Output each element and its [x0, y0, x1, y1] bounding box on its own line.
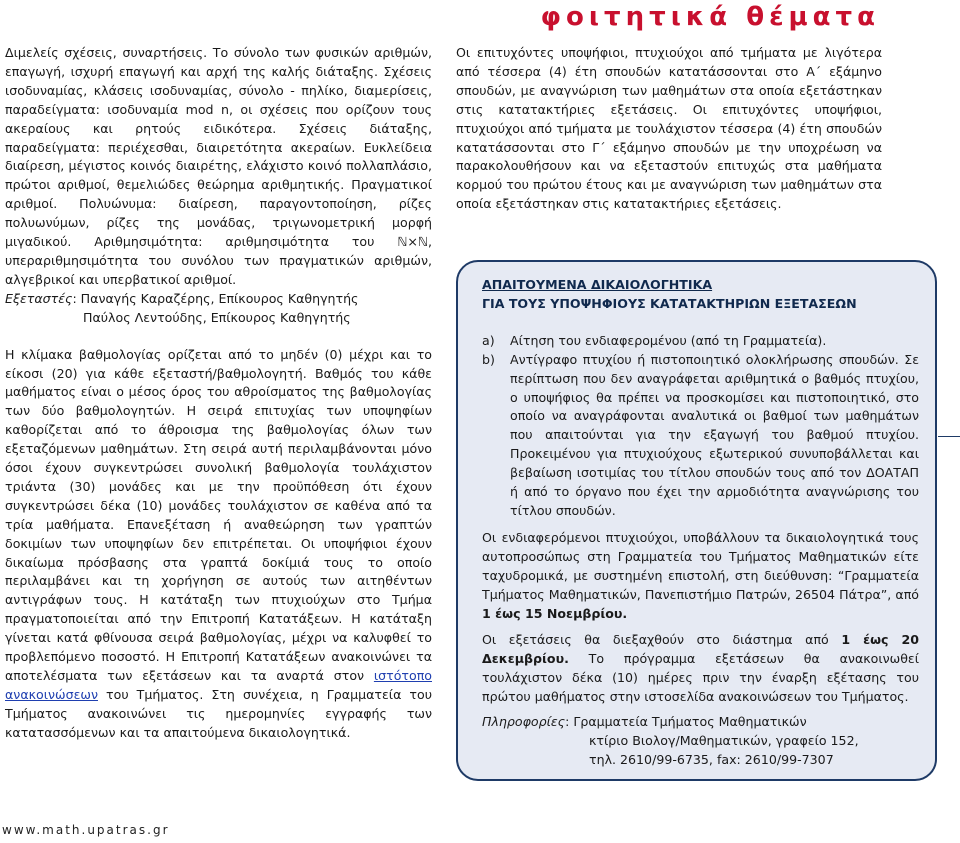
exam-dates: 1 έως 20 Δεκεμβρίου.	[482, 632, 919, 667]
requirements-title: ΑΠΑΙΤΟΥΜΕΝΑ ΔΙΚΑΙΟΛΟΓΗΤΙΚΑ	[482, 277, 713, 292]
examiner-1: : Παναγής Καραζέρης, Επίκουρος Καθηγητής	[72, 290, 359, 306]
info-line-2: κτίριο Βιολογ/Μαθηματικών, γραφείο 152,	[589, 732, 859, 748]
spacer	[482, 314, 919, 332]
syllabus-text: Διμελείς σχέσεις, συναρτήσεις. Το σύνολο των φυσικών αριθμών, επαγωγή, ισχυρή επαγωγή και αρχή της καλής διάταξης. Σχέσεις ισοδυναμίας, κλάσεις ισοδυναμίας, σύνολο - πηλίκο, διαμερίσεις, παραδείγματα: ισοδυναμία mod n, οι σχέσεις που ορίζουν τους ακεραίους και ρητούς ειδικότερα. Σχέσεις διάταξης, παραδείγματα: περιέχεσθαι, διαιρετότητα ακεραίων. Ευκλείδεια διαίρεση, μέγιστος κοινός διαιρέτης, ελάχιστο κοινό πολλαπλάσιο, πρώτοι αριθμοί, θεμελιώδες θεώρημα αριθμητικής. Πραγματικοί αριθμοί. Πολυώνυμα: διαίρεση, παραγοντοποίηση, ρίζες πολυωνύμων, ρίζες της μονάδας, τριγωνομετρική μορφή μιγαδικού. Αριθμησιμότητα: αριθμησιμότητα του ℕ×ℕ, υπεραριθμησιμότητα του συνόλου των πραγματικών αριθμών, αλγεβρικοί και υπερβατικοί αριθμοί.	[5, 45, 432, 287]
grading-body: Η κλίμακα βαθμολογίας ορίζεται από το μηδέν (0) μέχρι και το είκοσι (20) για κάθε εξεταστή/βαθμολογητή. Βαθμός του κάθε μαθήματος είναι ο μέσος όρος του αθροίσματος της βαθμολογίας των δύο βαθμολογητών. Η σειρά επιτυχίας των υποψηφίων καθορίζεται από το άθροισμα της βαθμολογίας όλων των εξεταζόμενων μαθημάτων. Στη σειρά αυτή περιλαμβάνονται μόνο όσοι έχουν συγκεντρώσει συνολική βαθμολογία τουλάχιστον τριάντα (30) μονάδες και με την προϋπόθεση ότι έχουν συγκεντρώσει δέκα (10) μονάδες τουλάχιστον σε καθένα από τα τρία μαθήματα. Επανεξέταση ή αναθεώρηση των γραπτών δοκιμίων των υποψηφίων δεν επιτρέπεται. Οι υποψήφιοι έχουν δικαίωμα πρόσβασης στα γραπτά δοκίμιά τους το οποίο περιλαμβάνει και τη χορήγηση σε αυτούς των αιτηθέντων αντιγράφων τους. Η κατάταξη των πτυχιούχων στο Τμήμα πραγματοποιείται από την Επιτροπή Κατατάξεων. Η κατάταξη γίνεται κατά φθίνουσα σειρά βαθμολογίας, μέχρι να καλυφθεί το προβλεπόμενο ποσοστό. Η Επιτροπή Κατατάξεων ανακοινώνει τα αποτελέσματα των εξετάσεων και τα αναρτά στον	[5, 346, 432, 683]
exam-post: Το πρόγραμμα εξετάσεων θα ανακοινωθεί τουλάχιστον δέκα (10) ημέρες πριν την έναρξη εξέτασης του πρώτου μαθήματος στην ιστοσελίδα ανακοινώσεων του Τμήματος.	[482, 651, 919, 705]
spacer	[482, 623, 919, 631]
grading-tail: του Τμήματος. Στη συνέχεια, η Γραμματεία του Τμήματος ανακοινώνει τις ημερομηνίες εγγραφής των κατατασσόμενων και τα απαιτούμενα δικαιολογητικά.	[5, 686, 432, 740]
intro-text: Οι επιτυχόντες υποψήφιοι, πτυχιούχοι από τμήματα με λιγότερα από τέσσερα (4) έτη σπουδών κατατάσσονται στο Α΄ εξάμηνο σπουδών, με αναγνώριση των μαθημάτων στα οποία εξετάστηκαν στις κατατακτήριες εξετάσεις. Οι επιτυχόντες υποψήφιοι, πτυχιούχοι από τμήματα με τουλάχιστον τέσσερα (4) έτη σπουδών κατατάσσονται στο Γ΄ εξάμηνο σπουδών με την υποχρέωση να παρακολουθήσουν και να εξεταστούν επιτυχώς στα μαθήματα κορμού του πρώτου έτους και με αναγνώριση των μαθημάτων στα οποία εξετάστηκαν στις κατατακτήριες εξετάσεις.	[456, 45, 882, 212]
info-line-1: : Γραμματεία Τμήματος Μαθηματικών	[565, 714, 807, 730]
requirements-box	[456, 260, 937, 781]
requirements-content	[482, 276, 919, 770]
footer-url: www.math.upatras.gr	[2, 823, 170, 837]
list-item	[482, 332, 919, 351]
grading-text	[5, 346, 432, 743]
submission-text	[482, 529, 919, 624]
list-text: Αίτηση του ενδιαφερομένου (από τη Γραμματεία).	[510, 332, 827, 348]
exam-pre: Οι εξετάσεις θα διεξαχθούν στο διάστημα από	[482, 632, 842, 648]
requirements-subtitle: ΓΙΑ ΤΟΥΣ ΥΠΟΨΗΦΙΟΥΣ ΚΑΤΑΤΑΚΤΗΡΙΩΝ ΕΞΕΤΑΣΕΩΝ	[482, 295, 857, 311]
list-text: Αντίγραφο πτυχίου ή πιστοποιητικό ολοκλήρωσης σπουδών. Σε περίπτωση που δεν αναγράφεται αριθμητικά ο βαθμός πτυχίου, ο υποψήφιος θα πρέπει να προσκομίσει και πιστοποιητικό, στο οποίο να αναγράφονται αναλυτικά οι βαθμοί των μαθημάτων που απαιτούνται για την εξαγωγή του βαθμού πτυχίου. Προκειμένου για πτυχιούχους εξωτερικού συνυποβάλλεται και βεβαίωση ισοτιμίας του τίτλου σπουδών τους από τον ΔΟΑΤΑΠ ή από το όργανο που έχει την αρμοδιότητα αναγνώρισης του τίτλου σπουδών.	[510, 351, 919, 518]
left-column	[5, 44, 432, 743]
list-marker: a)	[482, 332, 495, 348]
announcements-link[interactable]: ιστότοπο ανακοινώσεων	[5, 668, 432, 702]
right-column	[456, 44, 882, 214]
examiner-2: Παύλος Λεντούδης, Επίκουρος Καθηγητής	[83, 309, 351, 325]
spacer	[5, 328, 432, 346]
submission-dates: 1 έως 15 Νοεμβρίου.	[482, 605, 628, 621]
section-title: φοιτητικά θέματα	[540, 2, 880, 32]
exam-text	[482, 631, 919, 707]
list-marker: b)	[482, 351, 495, 367]
examiners-line	[5, 290, 432, 309]
margin-rule	[938, 436, 960, 437]
examiners-label: Εξεταστές	[5, 290, 73, 306]
spacer	[482, 521, 919, 529]
info-line-3: τηλ. 2610/99-6735, fax: 2610/99-7307	[589, 751, 834, 767]
submission-body: Οι ενδιαφερόμενοι πτυχιούχοι, υποβάλλουν τα δικαιολογητικά τους αυτοπροσώπως στη Γραμματεία του Τμήματος Μαθηματικών είτε ταχυδρομικά, με συστημένη επιστολή, στη διεύθυνση: “Γραμματεία Τμήματος Μαθηματικών, Πανεπιστήμιο Πατρών, 26504 Πάτρα”, από	[482, 529, 919, 602]
info-label: Πληροφορίες	[482, 714, 566, 730]
list-item	[482, 351, 919, 521]
info-block	[482, 713, 919, 770]
